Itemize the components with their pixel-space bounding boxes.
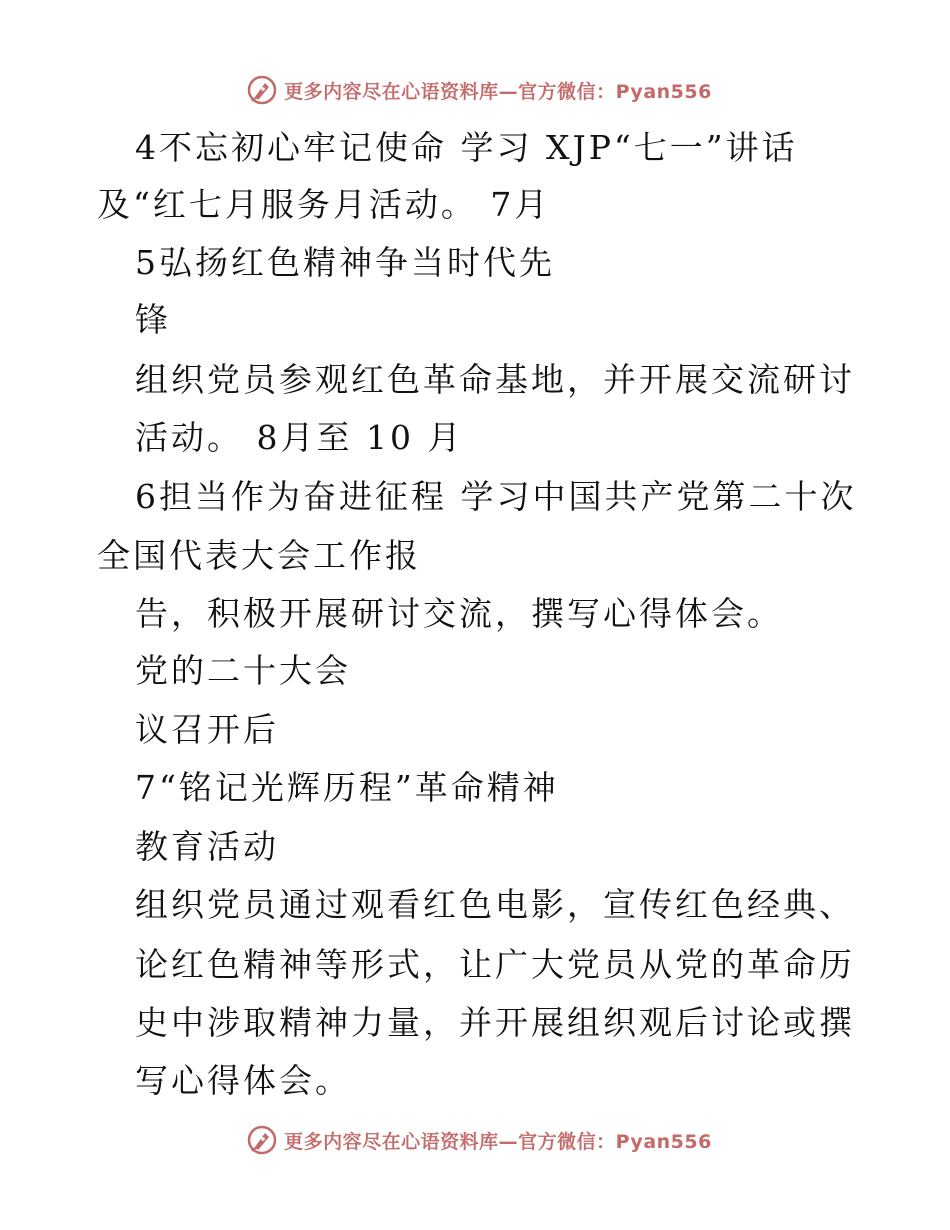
paragraph-line: 5弘扬红色精神争当时代先 <box>135 243 555 282</box>
footer-watermark <box>0 1120 950 1160</box>
paragraph-line: 6担当作为奋进征程 学习中国共产党第二十次 <box>135 477 857 516</box>
paragraph-line: 组织党员参观红色革命基地，并开展交流研讨 <box>135 360 855 399</box>
paragraph-line: 教育活动 <box>135 827 279 866</box>
watermark-text: 更多内容尽在心语资料库—官方微信：Pyan556 <box>284 1130 712 1153</box>
paragraph-line: 及“红七月服务月活动。 7月 <box>97 185 551 224</box>
paragraph-line: 告，积极开展研讨交流，撰写心得体会。 <box>135 594 783 633</box>
paragraph-line: 活动。 8月至 10 月 <box>135 418 464 457</box>
paragraph-line: 党的二十大会 <box>135 651 351 690</box>
paragraph-line: 锋 <box>135 300 171 339</box>
paragraph-line: 史中涉取精神力量，并开展组织观后讨论或撰 <box>135 1003 855 1042</box>
paragraph-line: 写心得体会。 <box>135 1061 351 1100</box>
watermark-text: 更多内容尽在心语资料库—官方微信：Pyan556 <box>284 80 712 103</box>
paragraph-line: 组织党员通过观看红色电影，宣传红色经典、 <box>135 885 855 924</box>
paragraph-line: 全国代表大会工作报 <box>97 536 421 575</box>
paragraph-line: 7“铭记光辉历程”革命精神 <box>135 768 559 807</box>
header-watermark <box>0 70 950 110</box>
pen-nib-logo-icon <box>246 74 278 106</box>
paragraph-line: 议召开后 <box>135 710 279 749</box>
paragraph-line: 论红色精神等形式，让广大党员从党的革命历 <box>135 945 855 984</box>
pen-nib-logo-icon <box>246 1124 278 1156</box>
paragraph-line: 4不忘初心牢记使命 学习 XJP“七一”讲话 <box>135 128 798 167</box>
